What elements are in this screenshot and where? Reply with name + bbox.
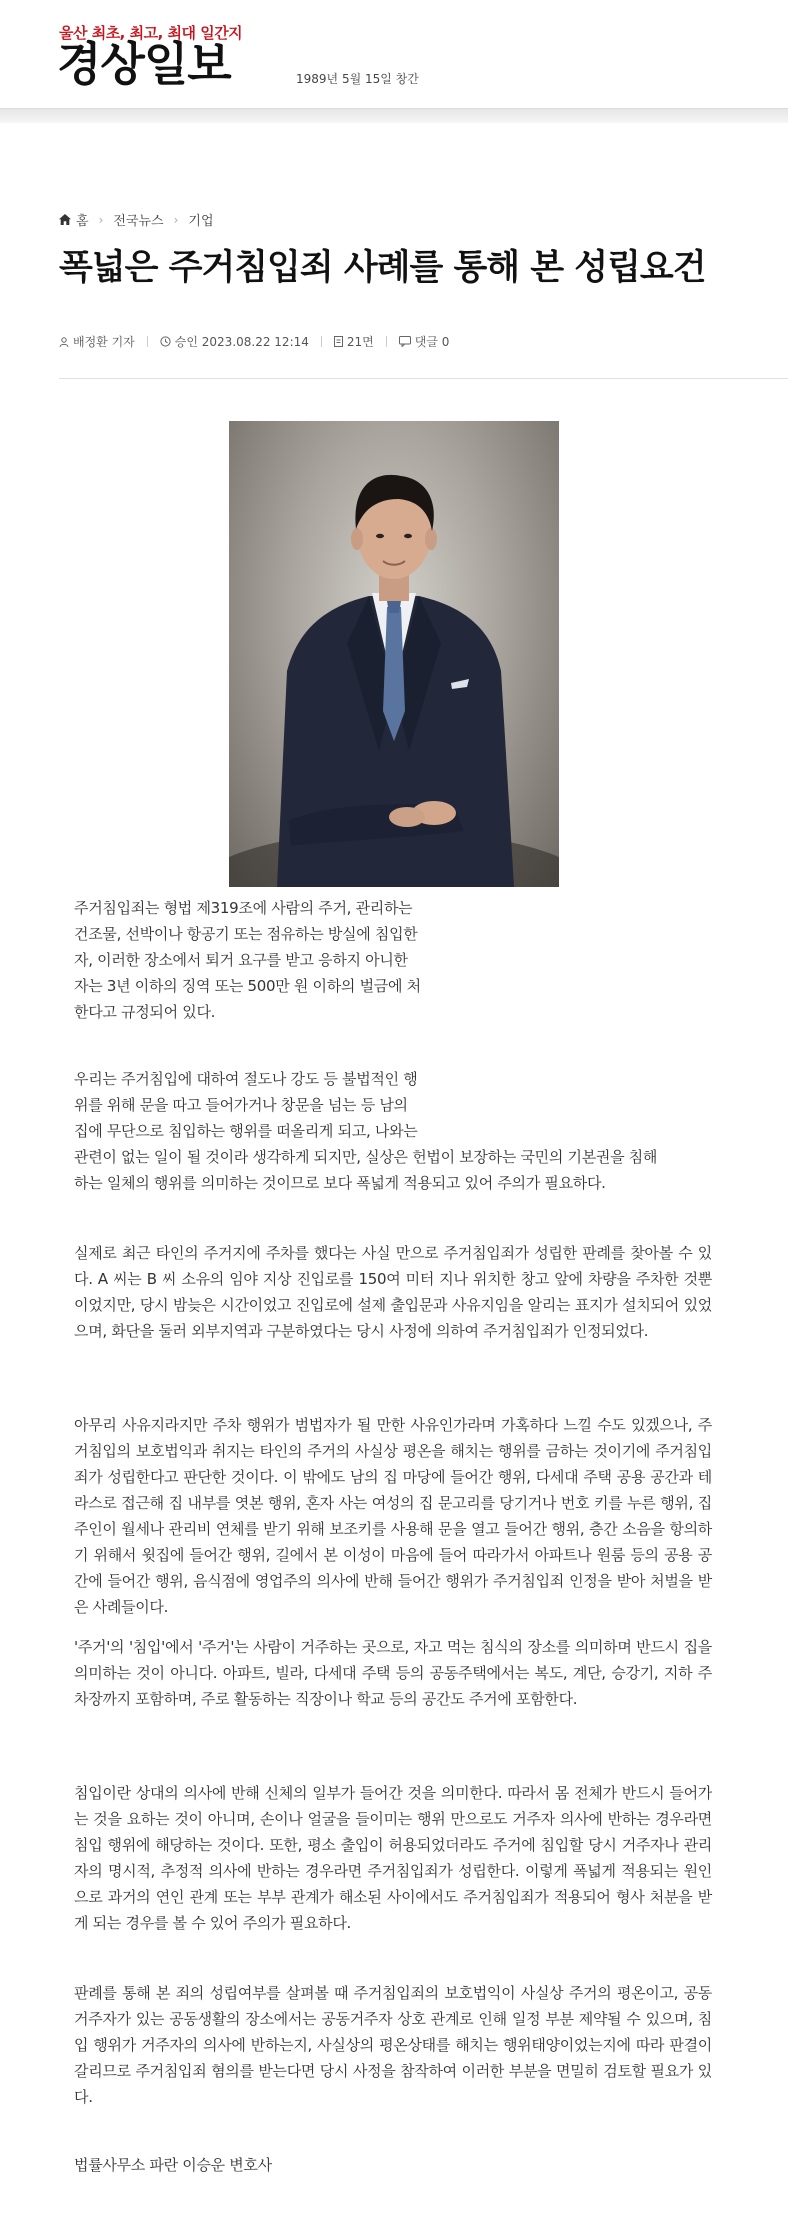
text-line: 주거침입죄는 형법 제319조에 사람의 주거, 관리하는 xyxy=(74,899,413,917)
text-line: 관련이 없는 일이 될 것이라 생각하게 되지만, 실상은 헌법이 보장하는 국민의 기본권을 침해 xyxy=(74,1148,658,1166)
meta-divider xyxy=(147,336,148,347)
chevron-right-icon: › xyxy=(98,212,104,227)
approval-time: 승인 2023.08.22 12:14 xyxy=(174,335,309,349)
text-line: 위를 위해 문을 따고 들어가거나 창문을 넘는 등 남의 xyxy=(74,1096,408,1114)
breadcrumb-category[interactable]: 전국뉴스 xyxy=(113,214,164,229)
article-paragraph-4: 아무리 사유지라지만 주차 행위가 범법자가 될 만한 사유인가라며 가혹하다 느낄 수도 있겠으나, 주거침입의 보호법익과 취지는 타인의 주거의 사실상 평온을 해치는 행위를 금하는 것이기에 주거침입죄가 성립한다고 판단한 것이다. 이 밖에도 남의 집 마당에 들어간 행위, 다세대 주택 공용 공간과 테라스로 접근해 집 내부를 엿본 행위, 혼자 사는 여성의 집 문고리를 당기거나 번호 키를 누른 행위, 집주인이 월세나 관리비 연체를 받기 위해 보조키를 사용해 문을 열고 들어간 행위, 층간 소음을 항의하기 위해서 윗집에 들어간 행위, 길에서 본 이성이 마음에 들어 따라가서 아파트나 원룸 등의 공용 공간에 들어간 행위, 음식점에 영업주의 의사에 반해 들어간 행위가 주거침입죄 인정을 받아 처벌을 받은 사례들이다. xyxy=(74,1416,712,1616)
breadcrumb-subcategory[interactable]: 기업 xyxy=(188,214,214,229)
breadcrumb-home[interactable]: 홈 xyxy=(76,214,89,229)
meta-divider-line xyxy=(59,378,788,379)
comment-count[interactable]: 댓글 0 xyxy=(414,335,450,349)
breadcrumb xyxy=(59,210,214,229)
text-line: 건조물, 선박이나 항공기 또는 점유하는 방실에 침입한 xyxy=(74,925,418,943)
page-number: 21면 xyxy=(346,335,374,349)
text-line: 우리는 주거침입에 대하여 절도나 강도 등 불법적인 행 xyxy=(74,1070,418,1088)
page-info xyxy=(334,333,374,350)
article-paragraph-1 xyxy=(74,895,450,1025)
article-paragraph-5: '주거'의 '침입'에서 '주거'는 사람이 거주하는 곳으로, 자고 먹는 침식의 장소를 의미하며 반드시 집을 의미하는 것이 아니다. 아파트, 빌라, 다세대 주택 등의 공동주택에서는 복도, 계단, 승강기, 지하 주차장까지 포함하며, 주로 활동하는 직장이나 학교 등의 공간도 주거에 포함한다. xyxy=(74,1638,712,1708)
founded-date: 1989년 5월 15일 창간 xyxy=(296,72,419,86)
article-paragraph-6: 침입이란 상대의 의사에 반해 신체의 일부가 들어간 것을 의미한다. 따라서 몸 전체가 반드시 들어가는 것을 요하는 것이 아니며, 손이나 얼굴을 들이미는 행위 만으로도 거주자 의사에 반하는 경우라면 침입 행위에 해당하는 것이다. 또한, 평소 출입이 허용되었더라도 주거에 침입할 당시 거주자나 관리자의 명시적, 추정적 의사에 반하는 경우라면 주거침입죄가 성립한다. 이렇게 폭넓게 적용되는 원인으로 과거의 연인 관계 또는 부부 관계가 해소된 사이에서도 주거침입죄가 적용되어 형사 처분을 받게 되는 경우를 볼 수 있어 주의가 필요하다. xyxy=(74,1784,712,1932)
chevron-right-icon: › xyxy=(173,212,179,227)
text-line: 한다고 규정되어 있다. xyxy=(74,1003,216,1021)
article-paragraph-2 xyxy=(74,1066,712,1196)
article-title: 폭넓은 주거침입죄 사례를 통해 본 성립요건 xyxy=(59,248,706,288)
meta-divider xyxy=(321,336,322,347)
site-slogan: 울산 최초, 최고, 최대 일간지 xyxy=(59,24,243,42)
meta-divider xyxy=(386,336,387,347)
text-line: 자는 3년 이하의 징역 또는 500만 원 이하의 벌금에 처 xyxy=(74,977,421,995)
article-meta xyxy=(59,333,449,350)
text-line: 하는 일체의 행위를 의미하는 것이므로 보다 폭넓게 적용되고 있어 주의가 필요하다. xyxy=(74,1174,606,1192)
article-photo xyxy=(229,421,559,887)
text-line: 집에 무단으로 침입하는 행위를 떠올리게 되고, 나와는 xyxy=(74,1122,418,1140)
user-icon xyxy=(59,337,69,347)
author-info xyxy=(59,333,135,350)
site-header xyxy=(0,0,788,108)
article-signature: 법률사무소 파란 이승운 변호사 xyxy=(74,2156,272,2174)
approval-info xyxy=(160,333,309,350)
article-paragraph-7: 판례를 통해 본 죄의 성립여부를 살펴볼 때 주거침입죄의 보호법익이 사실상 주거의 평온이고, 공동거주자가 있는 공동생활의 장소에서는 공동거주자 상호 관계로 인해 일정 부분 제약될 수 있으며, 침입 행위가 거주자의 의사에 반하는지, 사실상의 평온상태를 해치는 행위태양이었는지에 따라 판결이 갈리므로 주거침입죄 혐의를 받는다면 당시 사정을 참작하여 이러한 부분을 면밀히 검토할 필요가 있다. xyxy=(74,1984,712,2106)
comment-icon xyxy=(399,336,411,347)
text-line: 자, 이러한 장소에서 퇴거 요구를 받고 응하지 아니한 xyxy=(74,951,408,969)
clock-icon xyxy=(160,336,171,347)
article-paragraph-3: 실제로 최근 타인의 주거지에 주차를 했다는 사실 만으로 주거침입죄가 성립한 판례를 찾아볼 수 있다. A 씨는 B 씨 소유의 임야 지상 진입로를 150여 미터 지나 위치한 창고 앞에 차량을 주차한 것뿐이었지만, 당시 밤늦은 시간이었고 진입로에 설제 출입문과 사유지임을 알리는 표지가 설치되어 있었으며, 화단을 둘러 외부지역과 구분하였다는 당시 사정에 의하여 주거침입죄가 인정되었다. xyxy=(74,1244,712,1340)
home-icon[interactable] xyxy=(59,214,71,225)
portrait-image xyxy=(229,421,559,887)
author-name[interactable]: 배정환 기자 xyxy=(73,335,135,349)
newspaper-page-icon xyxy=(334,336,343,347)
comment-info[interactable] xyxy=(399,333,450,350)
site-logo[interactable]: 경상일보 xyxy=(57,37,231,91)
header-divider xyxy=(0,108,788,123)
